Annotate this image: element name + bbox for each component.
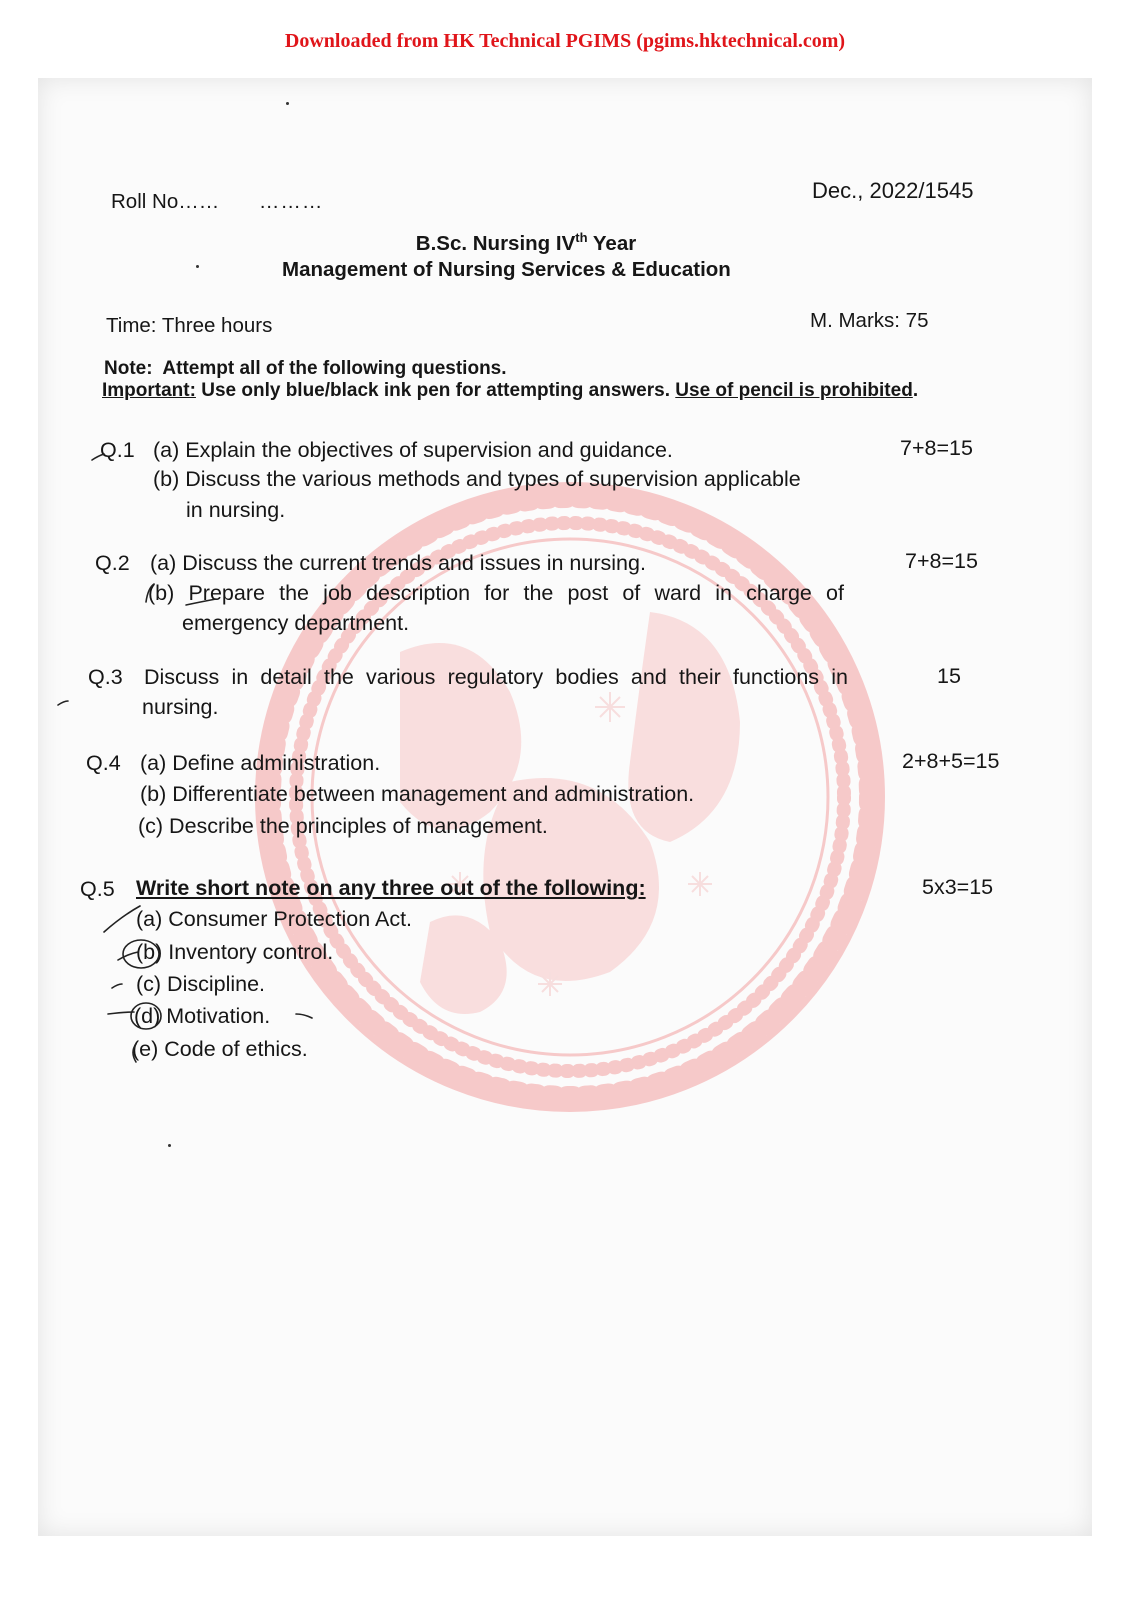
- q1-part-a: (a) Explain the objectives of supervision and guidance.: [153, 438, 673, 462]
- important-line: Important: Use only blue/black ink pen for attempting answers. Use of pencil is prohibited.: [102, 380, 919, 401]
- q5-item-c: (c) Discipline.: [136, 972, 266, 996]
- q4-number: Q.4: [86, 751, 121, 775]
- q3-marks: 15: [937, 664, 961, 688]
- q5-item-d: (d) Motivation.: [134, 1004, 271, 1028]
- roll-number-field: Roll No…… ………: [111, 190, 324, 213]
- q5-item-a: (a) Consumer Protection Act.: [136, 907, 413, 931]
- q5-item-e: (e) Code of ethics.: [132, 1037, 308, 1061]
- q5-heading: Write short note on any three out of the following:: [136, 876, 646, 900]
- note-line: Note: Attempt all of the following questions.: [104, 358, 507, 379]
- q1-marks: 7+8=15: [900, 436, 973, 460]
- q3-text-cont: nursing.: [142, 695, 219, 719]
- q1-part-b-cont: in nursing.: [186, 498, 286, 522]
- q5-number: Q.5: [80, 877, 115, 901]
- q3-text: Discuss in detail the various regulatory bodies and their functions in: [144, 665, 848, 689]
- q2-part-a: (a) Discuss the current trends and issues in nursing.: [150, 551, 646, 575]
- subject-title: Management of Nursing Services & Education: [282, 258, 731, 281]
- q4-part-b: (b) Differentiate between management and administration.: [140, 782, 695, 806]
- q5-item-b: (b) Inventory control.: [136, 940, 334, 964]
- course-title: B.Sc. Nursing IVth Year: [415, 230, 637, 255]
- q3-number: Q.3: [88, 665, 123, 689]
- paper-code: Dec., 2022/1545: [812, 178, 974, 203]
- q2-part-b: (b) Prepare the job description for the post of ward in charge of: [148, 581, 844, 605]
- time-allowed: Time: Three hours: [106, 314, 273, 337]
- q2-part-b-cont: emergency department.: [182, 611, 410, 635]
- download-banner: Downloaded from HK Technical PGIMS (pgims.hktechnical.com): [284, 30, 846, 52]
- q1-part-b: (b) Discuss the various methods and types of supervision applicable: [153, 467, 801, 491]
- q4-part-c: (c) Describe the principles of management.: [138, 814, 548, 838]
- q2-number: Q.2: [95, 551, 130, 575]
- q2-marks: 7+8=15: [905, 549, 978, 573]
- max-marks: M. Marks: 75: [810, 309, 929, 332]
- q5-marks: 5x3=15: [922, 875, 994, 899]
- q4-marks: 2+8+5=15: [902, 749, 1000, 773]
- q4-part-a: (a) Define administration.: [140, 751, 381, 775]
- q1-number: Q.1: [100, 438, 135, 462]
